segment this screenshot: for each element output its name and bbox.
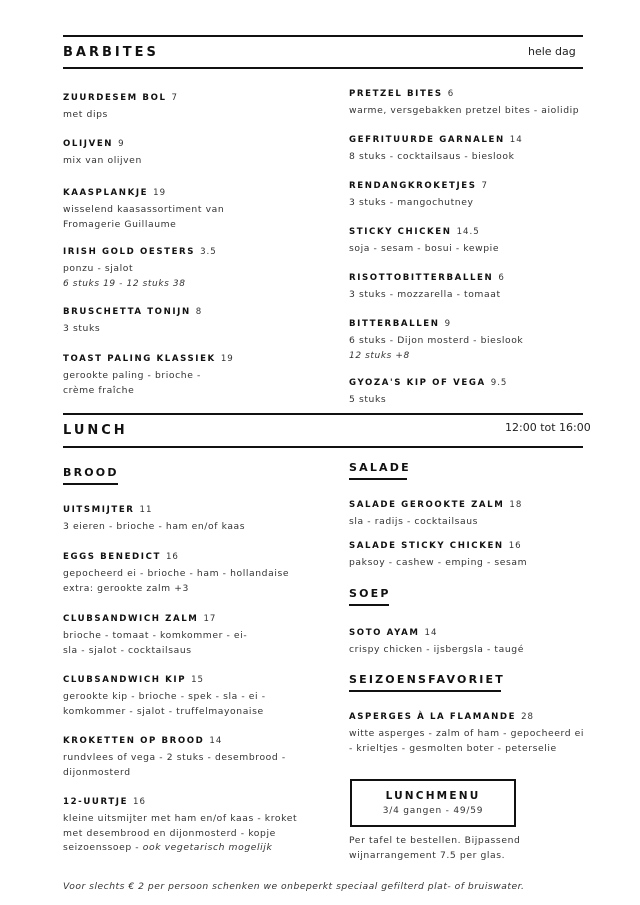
menu-item [349,620,609,658]
item-desc: 3 stuks - mozzarella - tomaat [349,289,501,300]
item-price: 16 [508,541,522,551]
item-price: 14.5 [456,227,480,237]
menu-item [63,346,323,398]
item-desc [63,690,333,719]
seizoen-heading: SEIZOENSFAVORIET [349,673,505,686]
item-name: RENDANGKROKETJES [349,181,477,191]
menu-item [63,497,333,535]
salade-heading: SALADE [349,461,411,474]
item-price: 7 [481,181,489,191]
item-price: 16 [165,552,179,562]
item-desc [63,629,333,658]
item-desc [63,812,338,856]
desc-line: kleine uitsmijter met ham en/of kaas - kroket [63,813,298,824]
menu-item [63,544,333,596]
item-name: PRETZEL BITES [349,89,443,99]
salade-underline [349,478,407,480]
item-name: GYOZA'S KIP OF VEGA [349,378,486,388]
seizoen-underline [349,690,501,692]
item-desc: sla - radijs - cocktailsaus [349,516,479,527]
item-price: 17 [203,614,217,624]
item-price: 3.5 [200,247,217,257]
menu-item [349,127,614,165]
menu-item [63,606,333,658]
item-price: 9 [118,139,125,149]
desc-line: crème fraîche [63,384,135,396]
item-name: EGGS BENEDICT [63,552,161,562]
menu-item [63,728,333,780]
item-price: 7 [171,93,179,103]
item-price: 8 [195,307,203,317]
item-desc: soja - sesam - bosui - kewpie [349,243,500,254]
soep-heading: SOEP [349,587,391,600]
item-price: 19 [220,354,234,364]
menu-item [349,370,614,408]
item-desc: met dips [63,109,108,120]
brood-heading: BROOD [63,466,119,479]
item-desc [63,751,333,780]
item-price: 28 [521,712,535,722]
desc-line: witte asperges - zalm of ham - gepocheerd ei [349,728,585,739]
item-desc: 6 stuks - Dijon mosterd - bieslook [349,335,524,346]
item-name: ZUURDESEM BOL [63,93,167,103]
menu-item [349,311,614,363]
item-price: 9.5 [490,378,508,388]
item-name: BITTERBALLEN [349,319,440,329]
item-price: 19 [153,188,167,198]
item-desc: 3 eieren - brioche - ham en/of kaas [63,521,246,532]
item-desc: 3 stuks [63,323,101,334]
item-extra: 12 stuks +8 [349,350,410,361]
item-name: 12-UURTJE [63,797,129,807]
item-price: 18 [509,500,523,510]
desc-line: brioche - tomaat - komkommer - ei- [63,630,248,641]
item-price: 11 [139,505,153,515]
item-price: 9 [444,319,452,329]
menu-item [349,173,614,211]
note-line: Per tafel te bestellen. Bijpassend [349,835,521,846]
item-desc: 3 stuks - mangochutney [349,197,474,208]
item-name: SALADE STICKY CHICKEN [349,541,504,551]
item-name: OLIJVEN [63,139,114,149]
menu-item [349,492,609,530]
item-name: SOTO AYAM [349,628,420,638]
desc-line: seizoenssoep - [63,842,143,853]
desc-line: extra: gerookte zalm +3 [63,582,189,594]
item-name: STICKY CHICKEN [349,227,452,237]
barbites-note: hele dag [528,45,576,58]
item-desc [63,203,323,232]
desc-line: gepocheerd ei - brioche - ham - hollandaise [63,568,290,579]
item-price: 6 [447,89,455,99]
item-desc [63,567,333,596]
item-desc: warme, versgebakken pretzel bites - aiolidip [349,105,580,116]
top-rule [63,35,583,37]
footer-note: Voor slechts € 2 per persoon schenken we onbeperkt speciaal gefilterd plat- of bruiswater. [63,881,525,892]
item-name: BRUSCHETTA TONIJN [63,307,191,317]
menu-item [63,789,338,856]
item-price: 15 [191,675,205,685]
item-desc: 5 stuks [349,394,387,405]
order-note [349,834,520,863]
item-name: RISOTTOBITTERBALLEN [349,273,494,283]
barbites-title: BARBITES [63,45,159,60]
menu-item [349,704,614,756]
item-desc: crispy chicken - ijsbergsla - taugé [349,644,524,655]
item-price: 14 [209,736,223,746]
desc-line: rundvlees of vega - 2 stuks - desembrood - [63,752,286,763]
lunchmenu-price: 3/4 gangen - 49/59 [382,806,484,816]
item-name: SALADE GEROOKTE ZALM [349,500,505,510]
item-desc: 8 stuks - cocktailsaus - bieslook [349,151,515,162]
menu-item [349,265,614,303]
item-name: IRISH GOLD OESTERS [63,247,196,257]
menu-item [63,180,323,232]
item-name: KAASPLANKJE [63,188,149,198]
item-name: TOAST PALING KLASSIEK [63,354,216,364]
lunch-top-rule [63,413,583,415]
item-desc: mix van olijven [63,155,142,166]
brood-underline [63,483,118,485]
desc-line: gerookte paling - brioche - [63,370,201,381]
item-name: KROKETTEN OP BROOD [63,736,205,746]
lunch-rule [63,446,583,448]
item-price: 14 [509,135,523,145]
item-name: GEFRITUURDE GARNALEN [349,135,505,145]
desc-line: wisselend kaasassortiment van [63,204,225,215]
desc-line: sla - sjalot - cocktailsaus [63,644,192,656]
menu-item [63,239,323,291]
lunch-note: 12:00 tot 16:00 [505,421,591,434]
soep-underline [349,604,389,606]
item-price: 16 [133,797,146,807]
lunch-title: LUNCH [63,423,128,438]
menu-item [349,533,609,571]
item-desc [349,727,614,756]
menu-item [349,219,614,257]
item-name: CLUBSANDWICH KIP [63,675,187,685]
desc-line: - krieltjes - gesmolten boter - peterselie [349,742,557,754]
lunchmenu-title: LUNCHMENU [385,790,481,802]
desc-line: komkommer - sjalot - truffelmayonaise [63,705,264,717]
menu-item [63,131,323,169]
desc-line: Fromagerie Guillaume [63,218,177,230]
desc-line: met desembrood en dijonmosterd - kopje [63,827,276,839]
menu-item [63,85,323,123]
item-name: UITSMIJTER [63,505,135,515]
desc-italic: ook vegetarisch mogelijk [142,842,273,853]
barbites-rule [63,67,583,69]
desc-line: dijonmosterd [63,766,131,778]
item-desc: ponzu - sjalot [63,263,134,274]
item-desc [63,369,323,398]
item-name: CLUBSANDWICH ZALM [63,614,199,624]
menu-item [349,81,614,119]
item-desc: paksoy - cashew - emping - sesam [349,557,528,568]
menu-item [63,299,323,337]
item-price: 6 [498,273,505,283]
item-price: 14 [424,628,438,638]
note-line: wijnarrangement 7.5 per glas. [349,849,506,861]
menu-item [63,667,333,719]
item-extra: 6 stuks 19 - 12 stuks 38 [63,278,186,289]
lunchmenu-box [350,779,516,827]
desc-line: gerookte kip - brioche - spek - sla - ei - [63,691,266,702]
item-name: ASPERGES À LA FLAMANDE [349,712,517,722]
